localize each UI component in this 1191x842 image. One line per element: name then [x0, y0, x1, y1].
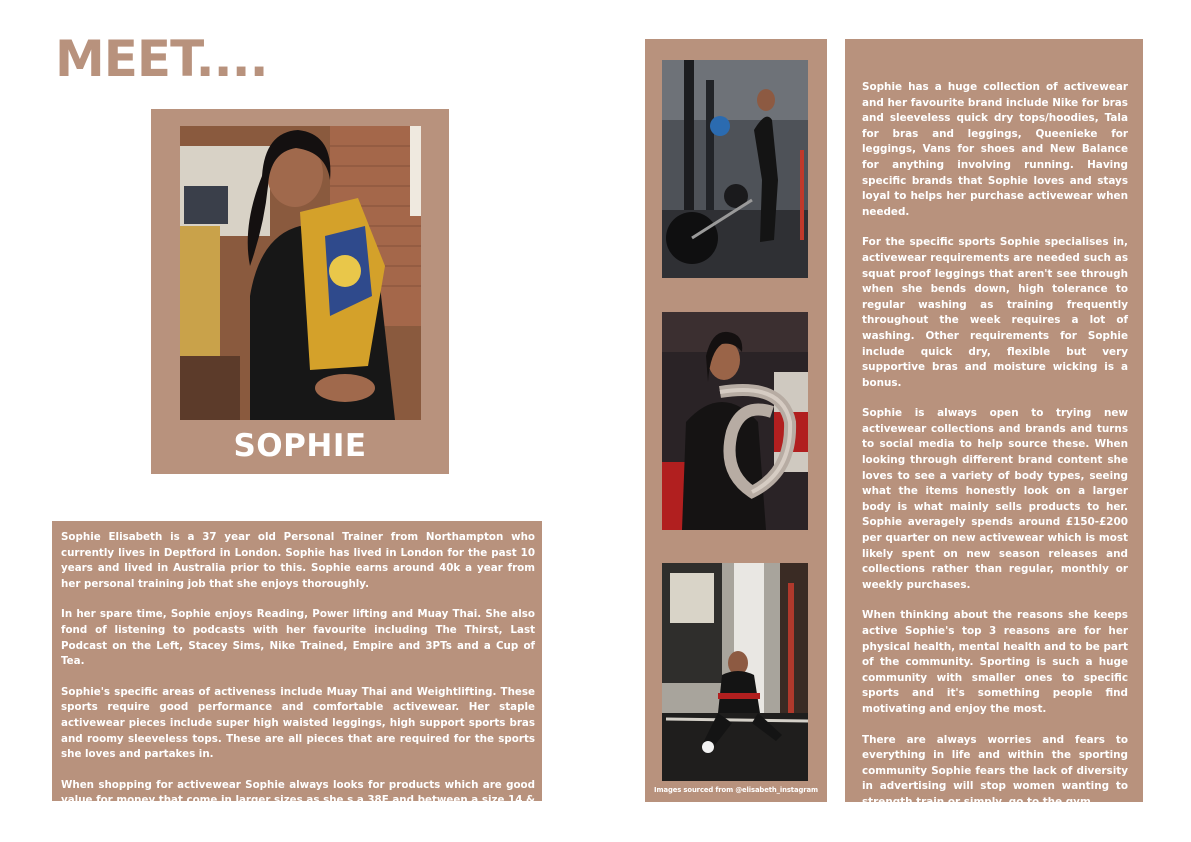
page-title: MEET.... [55, 30, 268, 88]
image-credit-caption: Images sourced from @elisabeth_instagram [654, 786, 818, 794]
bio-paragraph: In her spare time, Sophie enjoys Reading, Power lifting and Muay Thai. She also fond of listening to podcasts with her favourite including The Thirst, Last Podcast on the Left, Stacey Sims, Nike Trained, Empire and 3PTs and a Cup of Tea. [61, 608, 535, 668]
details-text-box [845, 39, 1143, 808]
barbell-stretch-photo-icon [662, 563, 808, 781]
photo-strip [645, 39, 827, 802]
portrait-photo [180, 126, 421, 420]
bio-paragraph: When shopping for activewear Sophie always looks for products which are good value for money that come in larger sizes as she s a 38E and between a size 14 & 18. Sophie's waist is a lot smaller than her hips/bum so looks for pieces that fit this well. [61, 778, 535, 838]
details-paragraph: There are always worries and fears to everything in life and within the sporting community Sophie fears the lack of diversity in advertising will stop women wanting to strength train or simply, go to the gym. [862, 733, 1128, 808]
bio-paragraph: Sophie Elisabeth is a 37 year old Personal Trainer from Northampton who currently lives in Deptford in London. Sophie has lived in London for the past 10 years and lived in Australia prior to this. Sophie earns around 40k a year from her personal training job that she enjoys thoroughly. [61, 531, 535, 590]
bio-paragraph: Sophie's specific areas of activeness include Muay Thai and Weightlifting. These sports require good performance and comfortable activewear. Her staple activewear pieces include super high waisted leggings, high support sports bras and roomy sleeveless tops. These are all pieces that are required for the sports she loves and partakes in. [61, 685, 535, 761]
portrait-photo-icon [180, 126, 421, 420]
bio-text-box [52, 521, 542, 838]
details-paragraph: For the specific sports Sophie specialises in, activewear requirements are needed such as squat proof leggings that aren't see through when she bends down, high tolerance to regular washing as training frequently throughout the week requires a lot of washing. Other requirements for Sophie include quick dry, flexible but very supportive bras and moisture wicking is a bonus. [862, 236, 1128, 389]
portrait-card [151, 109, 449, 474]
details-paragraph: When thinking about the reasons she keeps active Sophie's top 3 reasons are for her physical health, mental health and to be part of the community. Sporting is such a huge community with smaller ones to specific sports and it's something people find motivating and enjoy the most. [862, 609, 1128, 715]
portrait-name: SOPHIE [233, 428, 367, 464]
gym-barbell-photo [662, 60, 808, 278]
rope-photo-icon [662, 312, 808, 530]
details-paragraph: Sophie has a huge collection of activewear and her favourite brand include Nike for bras and sleeveless quick dry tops/hoodies, Tala for bras and leggings, Queenieke for leggings, Vans for shoes and New Balance for anything involving running. Having specific brands that Sophie loves and stays loyal to helps her purchase activewear when needed. [862, 81, 1128, 218]
barbell-stretch-photo [662, 563, 808, 781]
rope-photo [662, 312, 808, 530]
gym-barbell-photo-icon [662, 60, 808, 278]
details-paragraph: Sophie is always open to trying new activewear collections and brands and turns to social media to help source these. When looking through different brand content she loves to see a variety of body types, seeing what the items honestly look on a larger body is what mainly sells products to her. Sophie averagely spends around £150-£200 per quarter on new activewear which is most likely spent on new season releases and collections rather than regular, monthly or weekly purchases. [862, 407, 1128, 591]
